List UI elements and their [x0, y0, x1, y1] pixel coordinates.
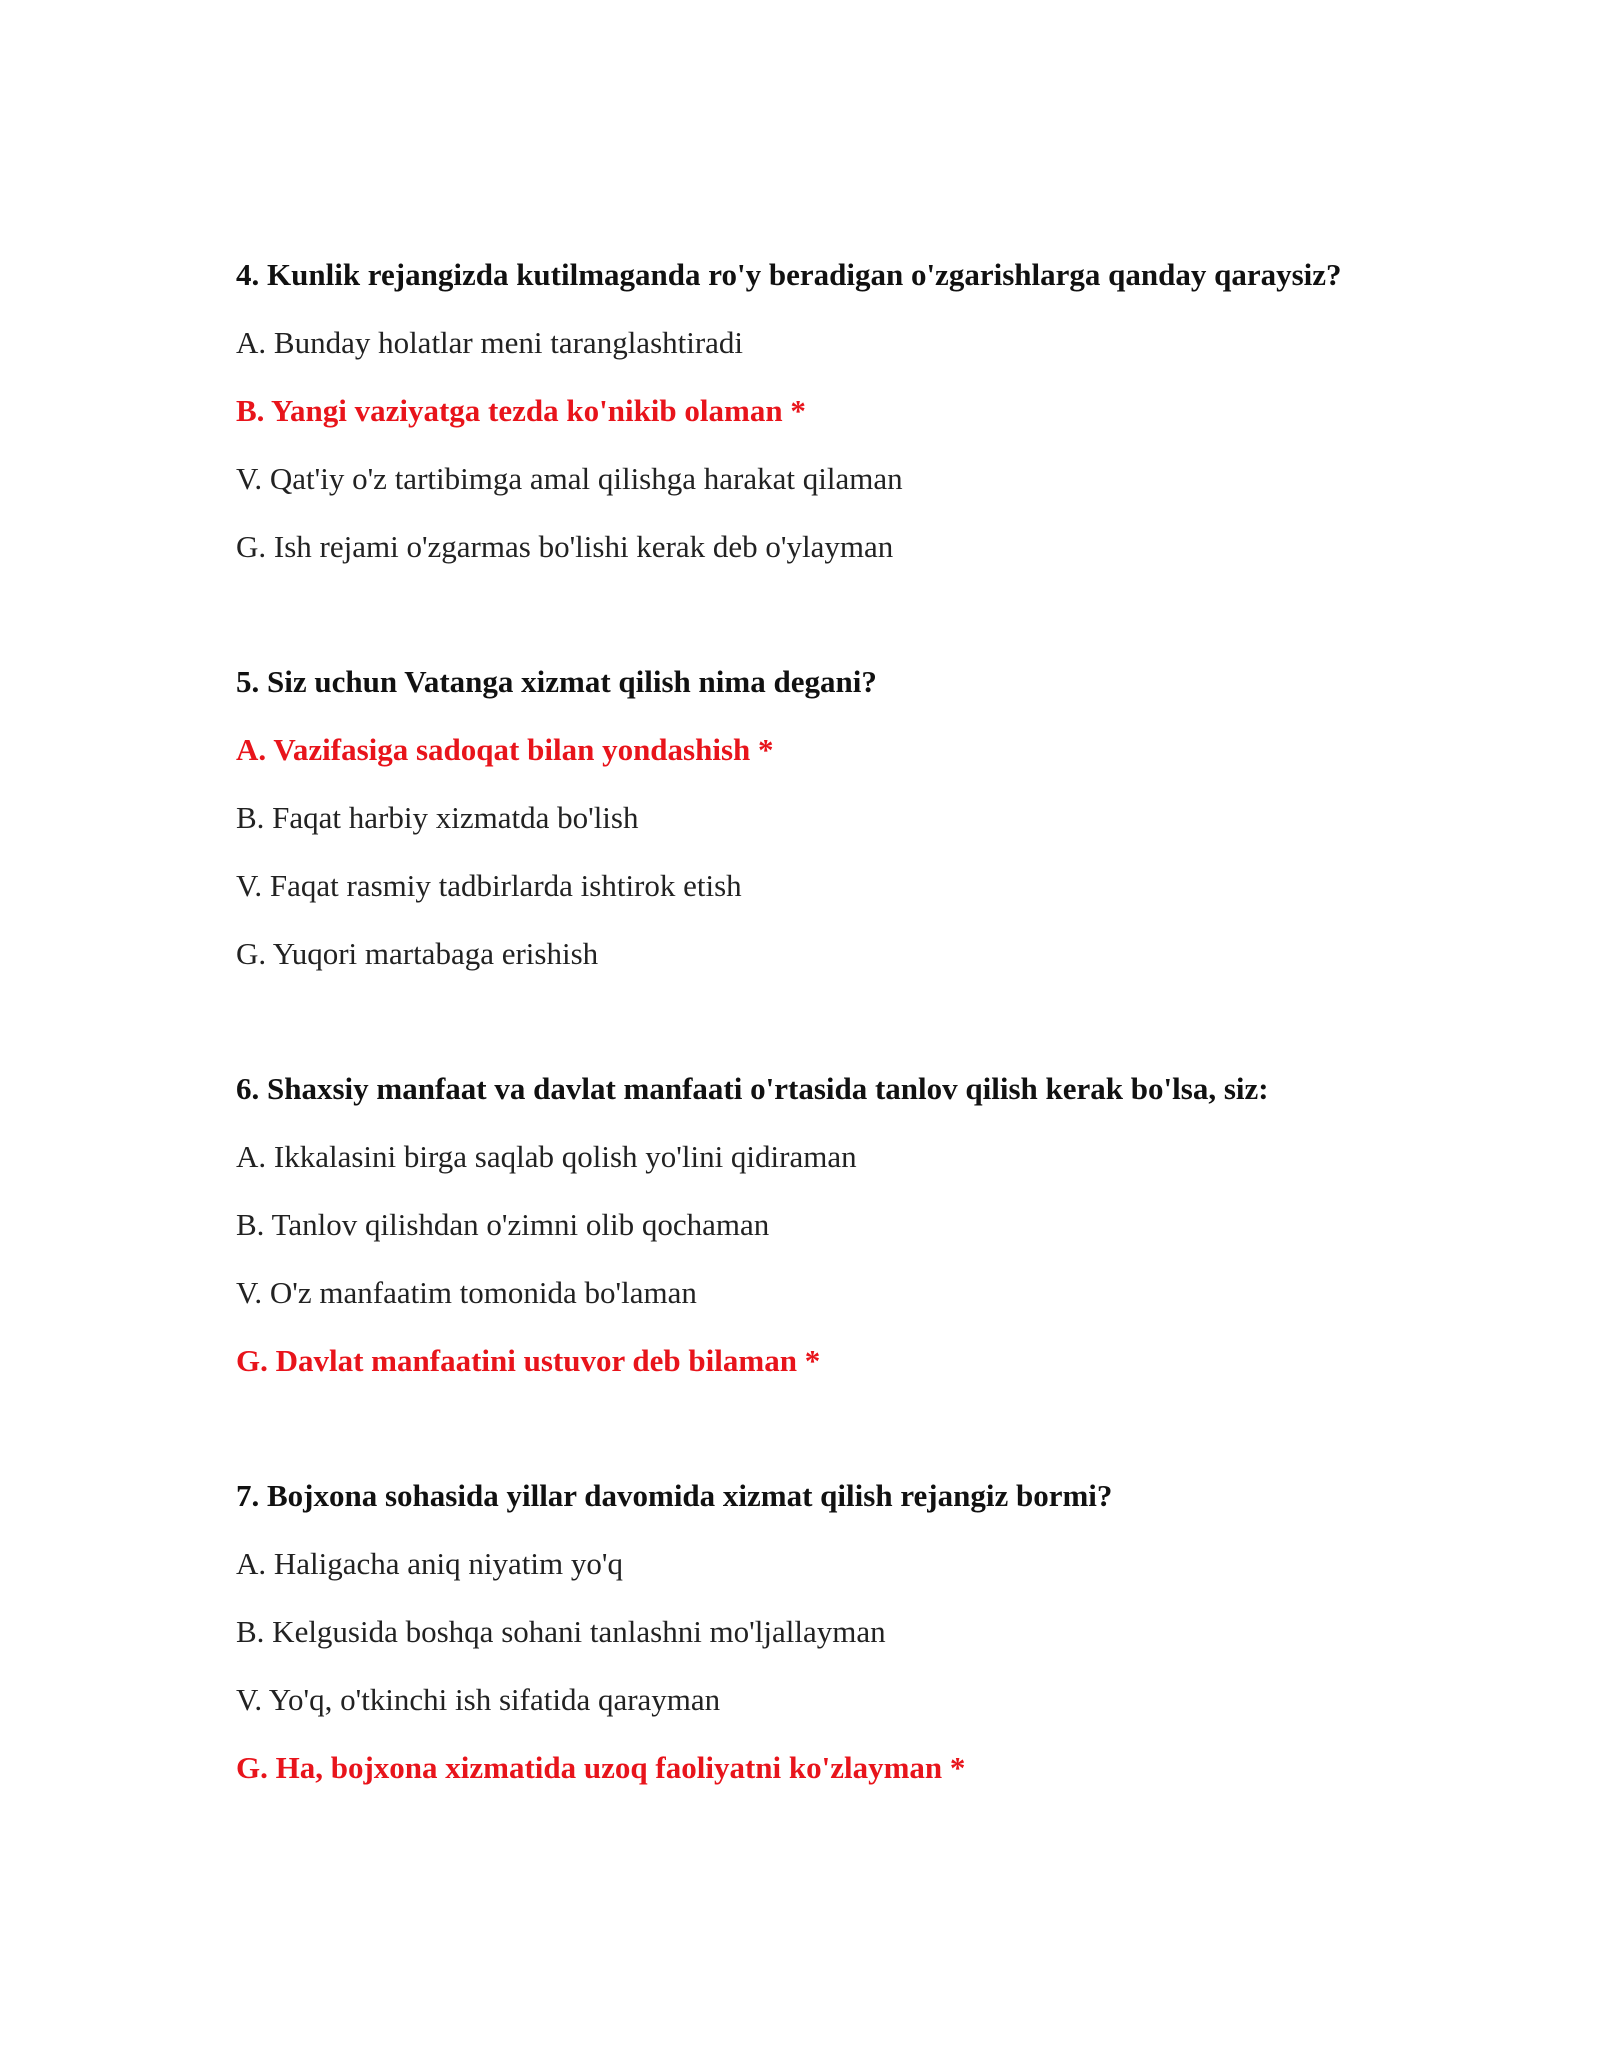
question-4-option-g: G. Ish rejami o'zgarmas bo'lishi kerak deb o'ylayman: [236, 529, 894, 564]
question-5-option-v: V. Faqat rasmiy tadbirlarda ishtirok etish: [236, 868, 742, 903]
question-5-option-b: B. Faqat harbiy xizmatda bo'lish: [236, 800, 639, 835]
question-5-block: [236, 662, 1436, 1002]
question-5-text: 5. Siz uchun Vatanga xizmat qilish nima degani?: [236, 664, 877, 699]
question-5-option-a: A. Vazifasiga sadoqat bilan yondashish *: [236, 732, 774, 767]
question-6-option-a: A. Ikkalasini birga saqlab qolish yo'lini qidiraman: [236, 1139, 857, 1174]
question-7-block: [236, 1476, 1436, 1816]
question-6-option-v: V. O'z manfaatim tomonida bo'laman: [236, 1275, 697, 1310]
question-6-option-b: B. Tanlov qilishdan o'zimni olib qochaman: [236, 1207, 770, 1242]
question-7-text: 7. Bojxona sohasida yillar davomida xizmat qilish rejangiz bormi?: [236, 1478, 1113, 1513]
question-7-option-a: A. Haligacha aniq niyatim yo'q: [236, 1546, 623, 1581]
question-6-text: 6. Shaxsiy manfaat va davlat manfaati o'rtasida tanlov qilish kerak bo'lsa, siz:: [236, 1071, 1269, 1106]
question-4-option-v: V. Qat'iy o'z tartibimga amal qilishga harakat qilaman: [236, 461, 903, 496]
question-4-option-b: B. Yangi vaziyatga tezda ko'nikib olaman *: [236, 393, 806, 428]
question-4-block: [236, 255, 1436, 595]
question-6-block: [236, 1069, 1436, 1409]
question-7-option-b: B. Kelgusida boshqa sohani tanlashni mo'ljallayman: [236, 1614, 886, 1649]
question-4-text: 4. Kunlik rejangizda kutilmaganda ro'y beradigan o'zgarishlarga qanday qaraysiz?: [236, 257, 1342, 292]
question-4-option-a: A. Bunday holatlar meni taranglashtiradi: [236, 325, 744, 360]
question-7-option-v: V. Yo'q, o'tkinchi ish sifatida qarayman: [236, 1682, 721, 1717]
question-6-option-g: G. Davlat manfaatini ustuvor deb bilaman *: [236, 1343, 821, 1378]
question-5-option-g: G. Yuqori martabaga erishish: [236, 936, 599, 971]
question-7-option-g: G. Ha, bojxona xizmatida uzoq faoliyatni ko'zlayman *: [236, 1750, 966, 1785]
